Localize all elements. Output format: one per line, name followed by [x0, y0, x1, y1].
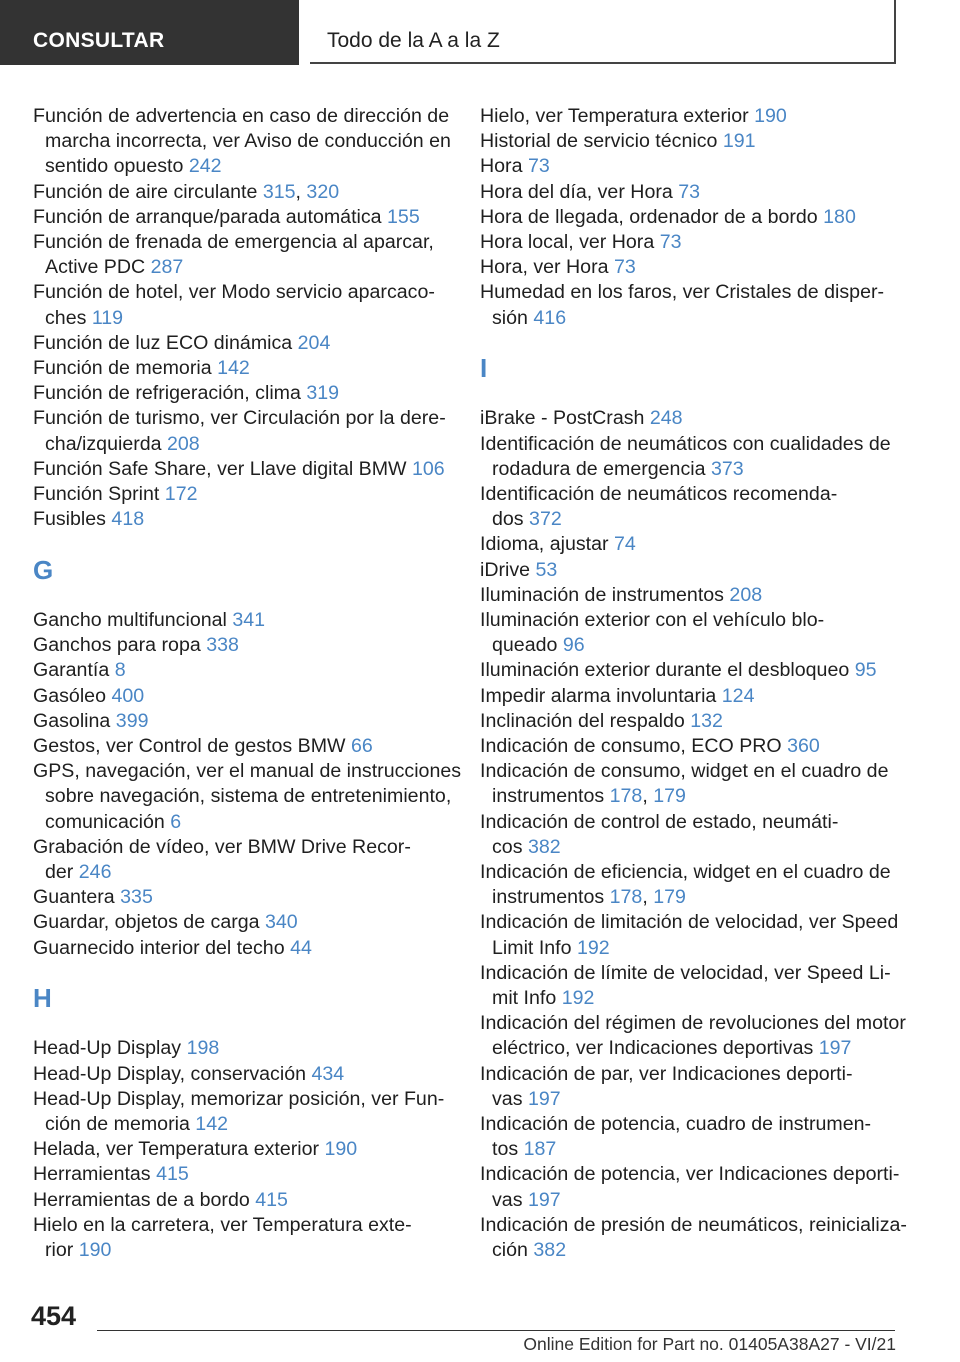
index-entry-text: Iluminación exterior con el vehículo blo- [480, 609, 825, 632]
index-column-right [480, 104, 907, 1263]
index-letter-heading: I [480, 353, 488, 384]
page-reference-link[interactable]: 372 [529, 508, 562, 531]
index-entry-text: Identificación de neumáticos recomenda- [480, 483, 838, 505]
index-entry [33, 910, 449, 935]
index-entry [33, 1137, 449, 1162]
index-entry [33, 507, 449, 532]
index-entry [33, 684, 449, 709]
page-reference-link[interactable]: 242 [188, 155, 222, 178]
index-entry-text: Indicación del régimen de revoluciones del motor [480, 1012, 906, 1035]
index-entry [480, 1112, 896, 1162]
index-entry [480, 129, 896, 154]
index-entry [33, 205, 449, 230]
page-reference-link[interactable]: 142 [195, 1113, 228, 1136]
index-entry [480, 608, 896, 658]
page-reference-link[interactable]: 192 [561, 987, 595, 1010]
index-entry-text: GPS, navegación, ver el manual de instrucciones [33, 760, 462, 783]
index-entry-text: Head-Up Display [33, 1037, 182, 1060]
index-entry [480, 1213, 907, 1263]
index-entry [33, 608, 449, 633]
page-reference-link[interactable]: 142 [217, 357, 250, 380]
page-reference-link[interactable]: 73 [527, 155, 550, 178]
index-entry-text: Fusibles [33, 508, 106, 531]
index-entry [480, 532, 896, 557]
index-entry-text: rodadura de emergencia [492, 457, 706, 480]
index-entry-text: Iluminación de instrumentos [480, 583, 724, 606]
index-entry [33, 936, 449, 961]
page-reference-link[interactable]: 73 [613, 256, 636, 279]
page-reference-link[interactable]: 246 [78, 861, 112, 884]
index-entry-text: ches [45, 306, 87, 329]
index-entry [480, 1162, 900, 1212]
page-reference-link[interactable]: 320 [306, 180, 340, 203]
index-entry-text: Garantía [33, 659, 110, 682]
index-entry [33, 1036, 449, 1061]
index-entry [33, 1213, 449, 1263]
index-column-left [33, 104, 462, 1263]
page-reference-link[interactable]: 204 [297, 331, 331, 354]
index-entry-text: Herramientas de a bordo [33, 1188, 250, 1211]
index-entry-text: Hora, ver Hora [480, 256, 609, 279]
index-entry [33, 457, 449, 482]
page-reference-link[interactable]: 178 [609, 886, 643, 909]
page-reference-link[interactable]: 53 [535, 558, 558, 581]
page-reference-link[interactable]: 416 [533, 306, 567, 329]
index-entry-text: tos [492, 1138, 519, 1161]
page-reference-link[interactable]: 96 [562, 634, 585, 657]
section-tab [0, 0, 299, 65]
index-entry-text: Indicación de eficiencia, widget en el cuadro de [480, 861, 891, 884]
index-entry-text: Indicación de presión de neumáticos, reinicializa- [480, 1213, 907, 1236]
index-entry [33, 406, 449, 456]
index-entry-text: Indicación de potencia, ver Indicaciones deporti- [480, 1163, 900, 1186]
index-entry-text: Guantera [33, 886, 115, 909]
index-entry-text: rior [45, 1239, 74, 1262]
index-entry-text: Indicación de limitación de velocidad, ver Speed [480, 911, 899, 934]
page-reference-link[interactable]: 179 [653, 886, 686, 909]
index-entry-text: Función de aire circulante [33, 180, 258, 203]
page-reference-link[interactable]: 179 [653, 785, 686, 808]
index-entry [480, 734, 896, 759]
page-reference-link[interactable]: 132 [690, 709, 723, 732]
page-reference-link[interactable]: 178 [609, 785, 643, 808]
index-entry [480, 558, 896, 583]
index-entry [33, 482, 449, 507]
index-entry [480, 230, 896, 255]
index-entry-text: Hielo en la carretera, ver Temperatura exte- [33, 1213, 412, 1236]
index-entry-text: Impedir alarma involuntaria [480, 684, 717, 707]
index-entry [480, 658, 896, 683]
page-reference-link[interactable]: 187 [523, 1138, 557, 1161]
index-entry [33, 759, 462, 835]
index-entry-text: Guarnecido interior del techo [33, 936, 285, 959]
index-entry-text: marcha incorrecta, ver Aviso de conducción en [45, 130, 451, 153]
index-entry-text: Head-Up Display, memorizar posición, ver Fun- [33, 1087, 445, 1110]
page-reference-link[interactable]: 192 [576, 936, 610, 959]
index-entry-text: Identificación de neumáticos con cualidades de [480, 432, 891, 455]
index-entry-text: ción [492, 1239, 528, 1262]
index-entry-text: Indicación de consumo, widget en el cuadro de [480, 760, 889, 783]
index-entry-text: iBrake - PostCrash [480, 407, 645, 430]
index-entry [33, 381, 449, 406]
page-reference-link[interactable]: 340 [265, 911, 298, 934]
index-entry [33, 709, 449, 734]
index-entry [480, 1011, 906, 1061]
index-entry [480, 255, 896, 280]
index-entry [480, 482, 896, 532]
page-reference-link[interactable]: 74 [613, 533, 636, 556]
index-entry-text: Gasóleo [33, 684, 106, 707]
page-reference-link[interactable]: 95 [854, 659, 877, 682]
index-entry-text: Active PDC [45, 256, 146, 279]
page-reference-link[interactable]: 73 [659, 231, 682, 254]
page-reference-link[interactable]: 124 [721, 684, 755, 707]
page-reference-link[interactable]: 415 [156, 1163, 189, 1186]
index-entry-text: vas [492, 1188, 523, 1211]
index-entry-text: Indicación de par, ver Indicaciones deporti- [480, 1062, 853, 1085]
page-reference-link[interactable]: 8 [114, 659, 126, 682]
index-entry [33, 734, 449, 759]
section-label: CONSULTAR [33, 29, 165, 52]
index-entry-text: Guardar, objetos de carga [33, 911, 260, 934]
index-entry-text: Función de luz ECO dinámica [33, 331, 293, 354]
page-reference-link[interactable]: 198 [186, 1037, 220, 1060]
index-entry-text: Humedad en los faros, ver Cristales de disper- [480, 281, 885, 304]
page-reference-link[interactable]: 287 [150, 256, 184, 279]
page-reference-link[interactable]: 382 [527, 835, 561, 858]
index-entry-text: Función de turismo, ver Circulación por la dere- [33, 407, 446, 430]
index-entry: Función de aire circulante 315, 320 [33, 180, 340, 203]
page-reference-link[interactable]: 73 [678, 180, 701, 203]
page-reference-link[interactable]: 415 [255, 1188, 288, 1211]
page-reference-link[interactable]: 191 [722, 130, 756, 153]
page-reference-link[interactable]: 434 [311, 1062, 345, 1085]
page-reference-link[interactable]: 399 [115, 709, 149, 732]
index-entry [33, 356, 449, 381]
index-entry [480, 961, 896, 1011]
page-reference-link[interactable]: 373 [710, 457, 744, 480]
index-entry-text: Helada, ver Temperatura exterior [33, 1138, 320, 1161]
index-entry: Indicación de consumo, widget en el cuadro de instrumentos 178, 179 [480, 760, 889, 808]
page-reference-link[interactable]: 172 [164, 483, 198, 506]
index-entry-text: mit Info [492, 987, 557, 1010]
index-entry-text: iDrive [480, 558, 531, 581]
index-entry [480, 205, 896, 230]
page-reference-link[interactable]: 197 [818, 1037, 852, 1060]
page-reference-link[interactable]: 248 [649, 407, 683, 430]
index-entry-text: Función de arranque/parada automática [33, 205, 382, 228]
index-entry-text: Indicación de potencia, cuadro de instrumen- [480, 1113, 872, 1136]
index-entry-text: ción de memoria [45, 1113, 190, 1136]
page-reference-link[interactable]: 341 [232, 609, 266, 632]
index-entry-text: Gasolina [33, 709, 111, 732]
index-entry [33, 633, 449, 658]
index-entry-text: Historial de servicio técnico [480, 130, 718, 153]
index-entry-text: comunicación [45, 810, 165, 833]
index-entry-text: Indicación de límite de velocidad, ver Speed Li- [480, 961, 891, 984]
index-entry [33, 331, 449, 356]
page-reference-link[interactable]: 6 [170, 810, 182, 833]
index-entry [480, 583, 896, 608]
index-entry-text: Grabación de vídeo, ver BMW Drive Recor- [33, 835, 411, 858]
page-reference-link[interactable]: 190 [78, 1239, 112, 1262]
index-entry-text: Indicación de consumo, ECO PRO [480, 735, 782, 758]
page-reference-link[interactable]: 335 [120, 886, 153, 909]
page-reference-link[interactable]: 315 [262, 180, 296, 203]
page-reference-link[interactable]: 106 [412, 457, 445, 480]
index-letter-heading: H [33, 983, 52, 1014]
page-reference-link[interactable]: 319 [306, 382, 340, 405]
index-entry-text: vas [492, 1087, 523, 1110]
index-entry-text: Gestos, ver Control de gestos BMW [33, 735, 346, 758]
page-reference-link[interactable]: 44 [290, 936, 312, 959]
page-reference-link[interactable]: 66 [350, 735, 373, 758]
index-entry-text: instrumentos [492, 886, 605, 909]
page-reference-link[interactable]: 197 [527, 1188, 561, 1211]
index-entry-text: Hielo, ver Temperatura exterior [480, 105, 749, 127]
page-number: 454 [31, 1301, 77, 1331]
page-reference-link[interactable]: 208 [729, 583, 763, 606]
index-entry [33, 230, 449, 280]
index-entry-text: sión [492, 306, 528, 329]
index-entry [33, 1062, 449, 1087]
index-entry [480, 180, 896, 205]
index-entry-text: Gancho multifuncional [33, 609, 227, 632]
index-entry-text: eléctrico, ver Indicaciones deportivas [492, 1037, 814, 1060]
index-entry [480, 104, 896, 129]
index-entry-text: der [45, 861, 74, 884]
index-entry-text: Inclinación del respaldo [480, 709, 685, 732]
page-reference-link[interactable]: 190 [754, 105, 787, 127]
index-entry-text: Función Sprint [33, 483, 160, 506]
index-entry [33, 835, 449, 885]
index-entry-text: Hora del día, ver Hora [480, 180, 673, 203]
footer-divider [97, 1330, 895, 1331]
index-entry-text: sentido opuesto [45, 155, 184, 178]
index-entry [480, 810, 896, 860]
chapter-header [310, 0, 896, 64]
index-entry [33, 1162, 449, 1187]
index-entry-text: Ganchos para ropa [33, 634, 201, 657]
index-entry-text: dos [492, 508, 524, 531]
index-entry-text: cos [492, 835, 523, 858]
index-entry-text: sobre navegación, sistema de entretenimiento, [45, 785, 452, 808]
index-entry [33, 1188, 449, 1213]
index-entry [480, 910, 899, 960]
index-entry-text: Función Safe Share, ver Llave digital BMW [33, 457, 407, 480]
chapter-title: Todo de la A a la Z [327, 29, 500, 52]
page-reference-link[interactable]: 155 [387, 205, 420, 228]
index-entry [480, 280, 896, 330]
index-entry: Indicación de eficiencia, widget en el cuadro de instrumentos 178, 179 [480, 861, 891, 909]
index-entry-text: Herramientas [33, 1163, 151, 1186]
index-entry-text: Función de refrigeración, clima [33, 382, 301, 405]
page-reference-link[interactable]: 208 [167, 432, 200, 455]
index-entry [33, 280, 449, 330]
footer-text: Online Edition for Part no. 01405A38A27 - VI/21 [523, 1334, 896, 1354]
index-entry-text: cha/izquierda [45, 432, 162, 455]
index-entry [33, 1087, 449, 1137]
index-entry [480, 154, 896, 179]
page-reference-link[interactable]: 190 [324, 1138, 358, 1161]
page-reference-link[interactable]: 418 [111, 508, 145, 531]
index-entry-text: Función de frenada de emergencia al aparcar, [33, 231, 434, 254]
index-entry-text: Función de memoria [33, 357, 212, 380]
page-reference-link[interactable]: 360 [787, 735, 820, 758]
index-entry-text: Función de advertencia en caso de dirección de [33, 105, 450, 127]
index-entry-text: Hora local, ver Hora [480, 231, 655, 254]
page-reference-link[interactable]: 180 [823, 205, 856, 228]
index-entry-text: Hora [480, 155, 523, 178]
page-reference-link[interactable]: 119 [91, 306, 124, 329]
index-entry-text: Indicación de control de estado, neumáti- [480, 810, 839, 833]
index-entry-text: Función de hotel, ver Modo servicio aparcaco- [33, 281, 435, 304]
index-entry-text: queado [492, 634, 558, 657]
index-letter-heading: G [33, 554, 54, 585]
page-reference-link[interactable]: 338 [206, 634, 239, 657]
index-entry [480, 432, 896, 482]
page-reference-link[interactable]: 197 [527, 1087, 561, 1110]
index-entry [480, 684, 896, 709]
index-entry [33, 104, 449, 180]
index-entry [33, 658, 449, 683]
index-entry-text: Idioma, ajustar [480, 533, 609, 556]
page-reference-link[interactable]: 382 [533, 1239, 567, 1262]
index-entry [33, 885, 449, 910]
page-reference-link[interactable]: 400 [111, 684, 145, 707]
index-entry [480, 709, 896, 734]
index-entry [480, 1062, 896, 1112]
index-entry [480, 406, 896, 431]
index-entry-text: instrumentos [492, 785, 605, 808]
index-entry-text: Iluminación exterior durante el desbloqueo [480, 659, 850, 682]
index-entry-text: Head-Up Display, conservación [33, 1062, 306, 1085]
index-entry-text: Limit Info [492, 936, 572, 959]
index-entry-text: Hora de llegada, ordenador de a bordo [480, 205, 818, 228]
